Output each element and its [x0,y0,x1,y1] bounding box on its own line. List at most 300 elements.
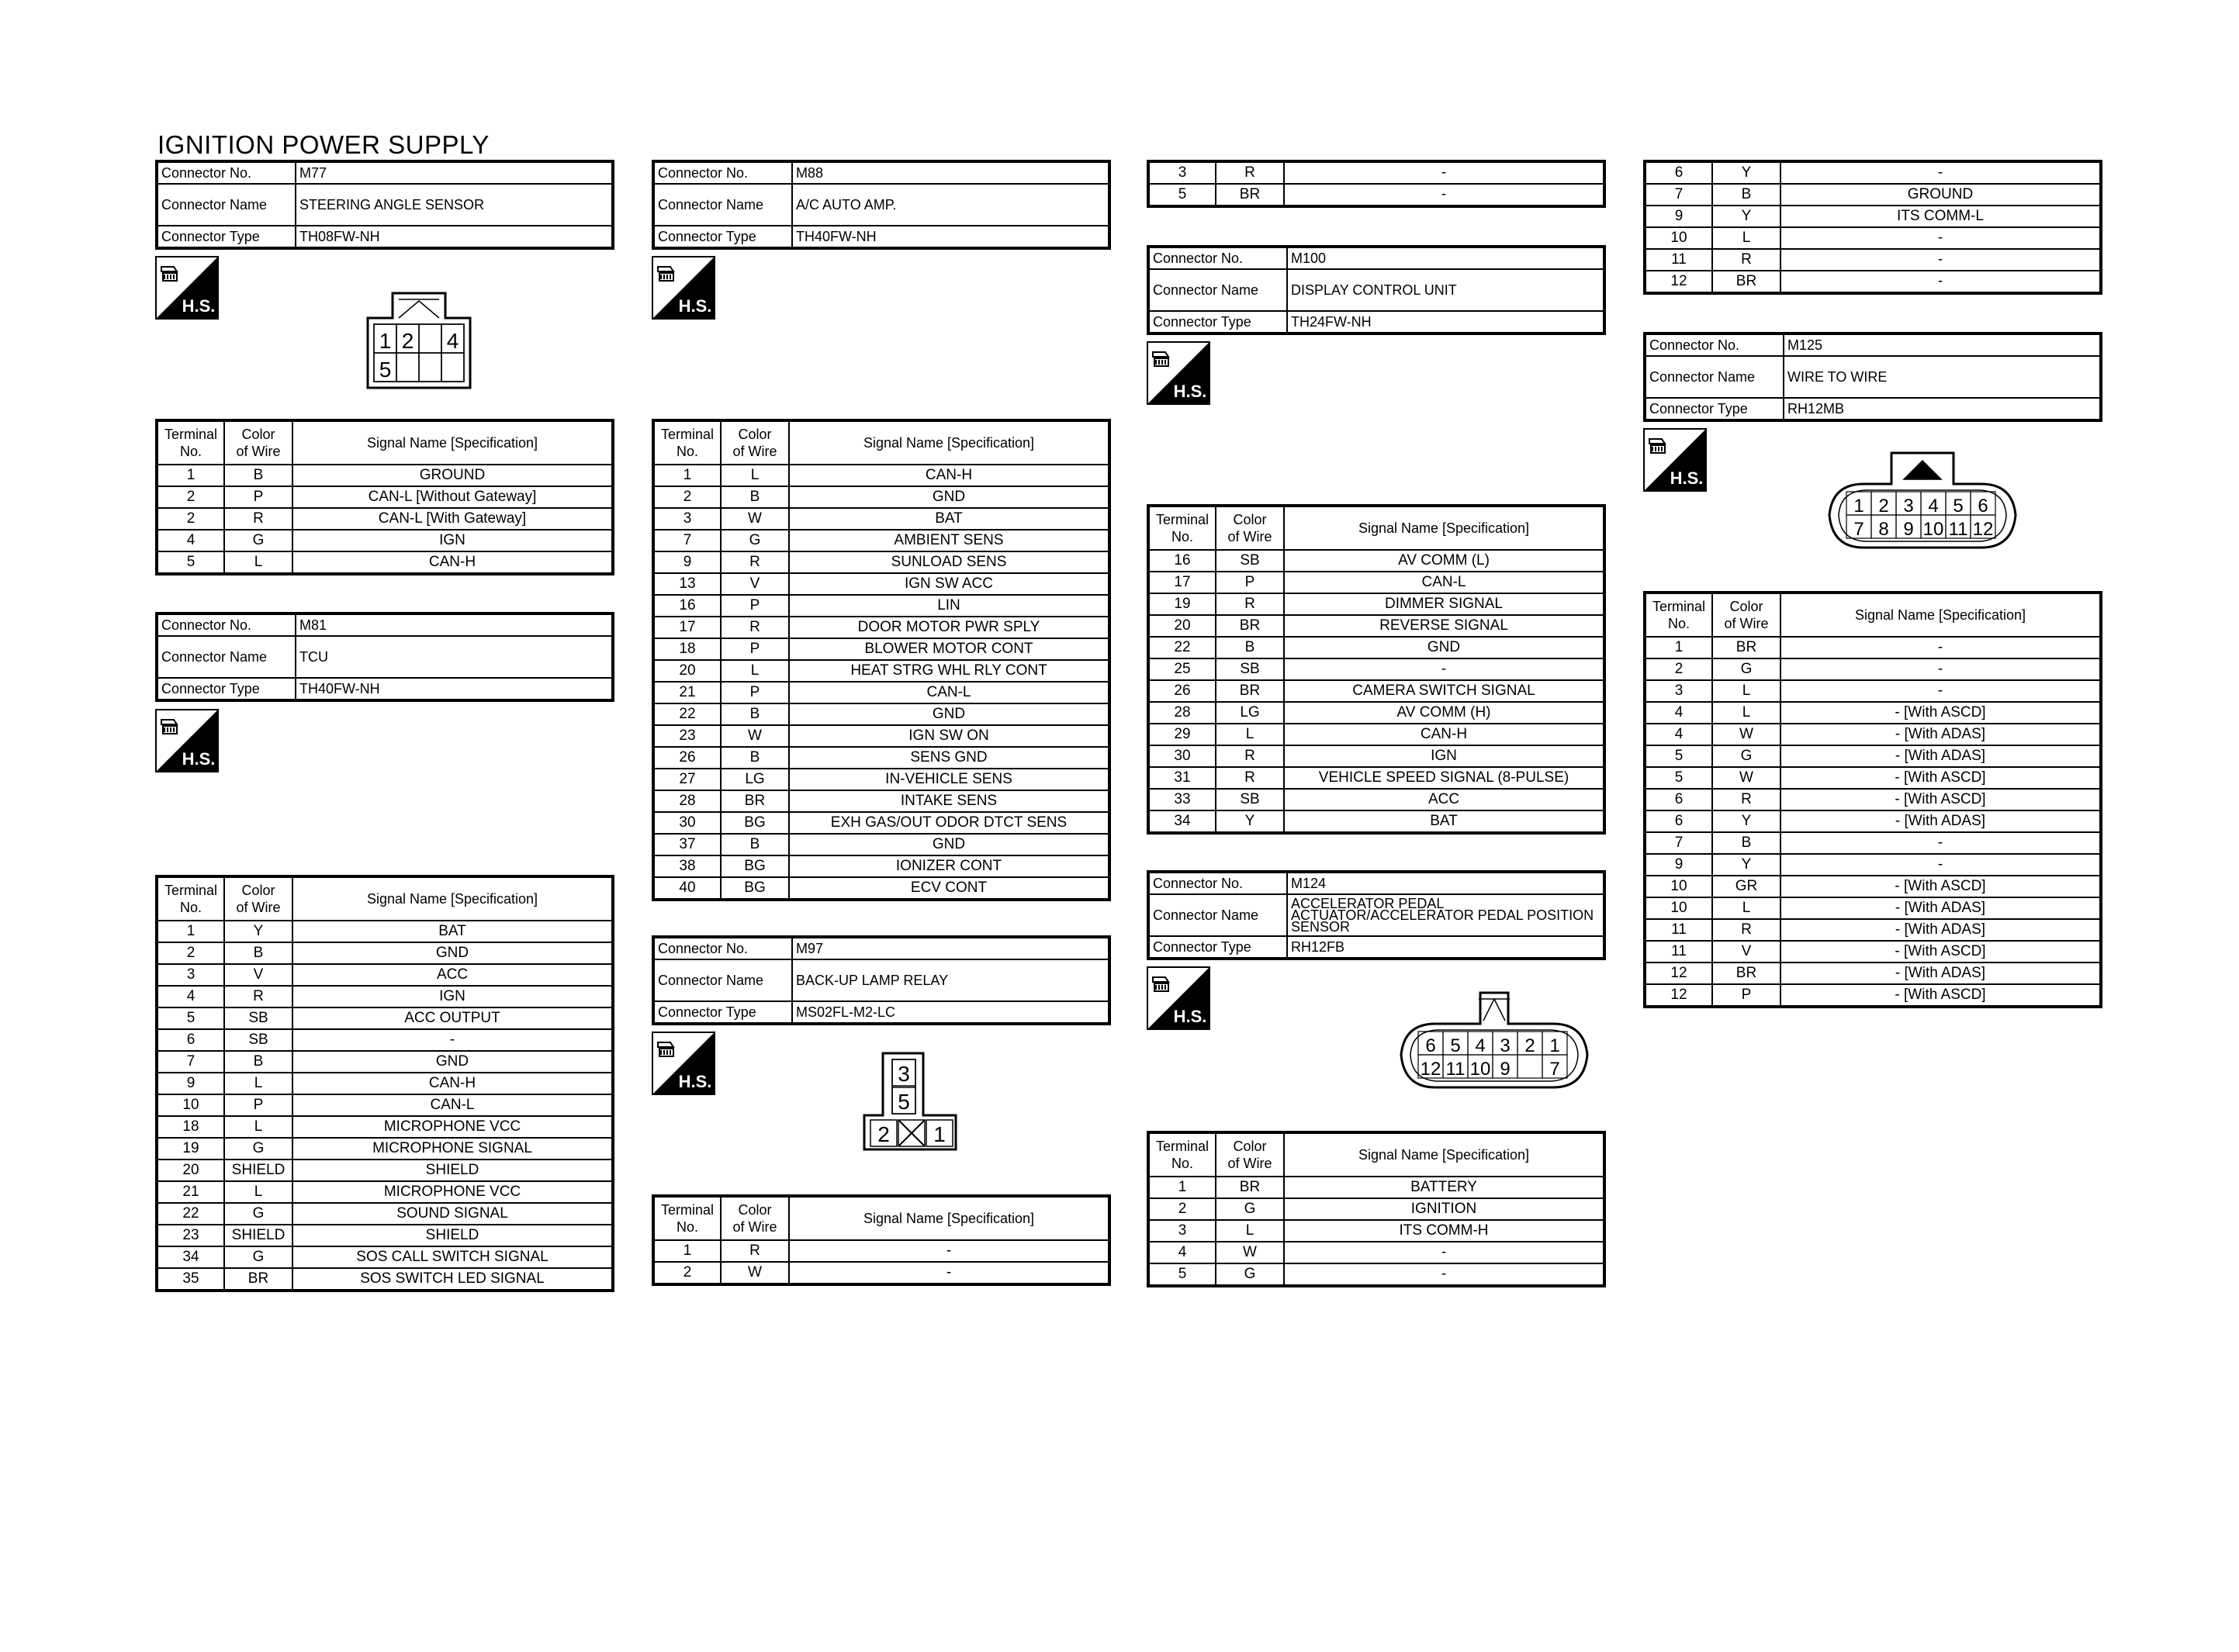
terminal-no: 3 [1645,680,1712,702]
terminal-no: 1 [1148,1177,1216,1198]
table-row [1148,1177,1604,1198]
table-row [1148,724,1604,745]
connector-type-value: RH12MB [1784,398,2101,420]
wire-color: BR [1712,963,1780,984]
table-row [157,942,613,964]
pin-number: 5 [379,358,392,382]
table-row [653,790,1109,812]
table-row [157,1051,613,1073]
signal-name: SOS CALL SWITCH SIGNAL [292,1246,613,1268]
table-row [1645,745,2101,767]
table-row [1148,637,1604,658]
wire-color: B [721,747,789,769]
hs-text: H.S. [182,749,216,769]
color-header-line2: of Wire [732,1219,777,1235]
table-row [653,747,1109,769]
wire-color: R [1216,161,1284,184]
wire-color: W [721,725,789,747]
signal-name: IGN SW ON [789,725,1109,747]
wire-color: L [224,551,292,574]
table-row [1148,745,1604,767]
terminal-no: 7 [1645,832,1712,854]
terminal-table-m124 [1147,1131,1606,1287]
pin-number: 3 [898,1062,910,1086]
table-row [157,1181,613,1203]
connector-name-label: Connector Name [1645,356,1784,398]
connector-no-label: Connector No. [157,161,296,184]
pin-number: 5 [1450,1035,1461,1056]
connector-info-m88 [652,160,1111,250]
wire-color: BR [1712,637,1780,658]
wire-color: R [1712,919,1780,941]
wire-color: Y [1712,161,1780,184]
terminal-no-header-line1: Terminal [660,1202,715,1218]
wire-color: L [1712,897,1780,919]
table-row [1645,161,2101,184]
connector-no-label: Connector No. [653,937,792,959]
table-row [653,834,1109,855]
terminal-no: 20 [1148,615,1216,637]
signal-name: GROUND [292,465,613,486]
terminal-no: 10 [1645,897,1712,919]
signal-name: CAN-H [789,465,1109,486]
terminal-no: 17 [1148,572,1216,593]
wire-color: L [1712,680,1780,702]
wire-color: P [721,682,789,703]
terminal-table-m97 [652,1194,1111,1286]
table-row [157,1007,613,1029]
signal-name: IGN SW ACC [789,573,1109,595]
terminal-no: 1 [157,921,224,942]
terminal-no: 5 [1148,184,1216,206]
signal-name: IGN [292,986,613,1007]
table-row [1148,810,1604,833]
wire-color: P [224,1094,292,1116]
terminal-no: 19 [1148,593,1216,615]
pin-number: 2 [401,329,414,353]
table-row [157,1160,613,1181]
table-row [1645,680,2101,702]
connector-no-value: M125 [1784,334,2101,356]
wire-color: G [1216,1198,1284,1220]
terminal-table-m125 [1643,591,2102,1008]
table-row [157,530,613,551]
signal-name: AMBIENT SENS [789,530,1109,551]
connector-type-label: Connector Type [653,226,792,248]
terminal-no: 2 [1148,1198,1216,1220]
connector-info-m124 [1147,870,1606,960]
signal-name: - [With ADAS] [1780,810,2101,832]
hs-text: H.S. [1173,1007,1207,1026]
wire-color: G [224,1138,292,1160]
connector-no-label: Connector No. [1645,334,1784,356]
signal-name: CAN-L [With Gateway] [292,508,613,530]
color-header-line2: of Wire [1227,529,1272,544]
table-row [157,1029,613,1051]
signal-name: GND [789,703,1109,725]
signal-name: ITS COMM-L [1780,206,2101,227]
wire-color: W [1216,1242,1284,1263]
connector-name-label: Connector Name [1148,269,1287,311]
color-header-line1: Color [241,427,275,442]
table-row [1148,680,1604,702]
wire-color: Y [1712,810,1780,832]
wire-color: B [224,465,292,486]
hs-text: H.S. [182,296,216,316]
terminal-no: 4 [1148,1242,1216,1263]
terminal-no: 9 [653,551,721,573]
table-row [1645,184,2101,206]
pin-number: 1 [1853,496,1864,517]
signal-name: CAN-L [1284,572,1604,593]
terminal-no: 11 [1645,919,1712,941]
signal-name: SOUND SIGNAL [292,1203,613,1225]
wire-color: BR [721,790,789,812]
wire-color: LG [721,769,789,790]
connector-info-m81 [155,612,614,702]
signal-name: - [With ADAS] [1780,897,2101,919]
terminal-table-m77 [155,419,614,575]
wire-color: B [224,942,292,964]
signal-name: - [With ADAS] [1780,724,2101,745]
table-row [1645,789,2101,810]
terminal-no: 2 [653,486,721,508]
table-row [1148,658,1604,680]
connector-type-label: Connector Type [157,226,296,248]
wire-color: BG [721,877,789,900]
signal-name: CAN-H [1284,724,1604,745]
signal-name: SENS GND [789,747,1109,769]
signal-name: VEHICLE SPEED SIGNAL (8-PULSE) [1284,767,1604,789]
terminal-no: 10 [157,1094,224,1116]
table-row [1645,658,2101,680]
connector-type-value: RH12FB [1287,936,1604,959]
signal-name: SHIELD [292,1225,613,1246]
terminal-no: 7 [1645,184,1712,206]
signal-name: - [1284,1242,1604,1263]
table-row [1645,724,2101,745]
signal-name: ECV CONT [789,877,1109,900]
signal-name: GROUND [1780,184,2101,206]
signal-name: GND [292,942,613,964]
signal-name: AV COMM (L) [1284,550,1604,572]
terminal-no: 30 [653,812,721,834]
signal-name: - [With ASCD] [1780,789,2101,810]
connector-name-value: WIRE TO WIRE [1784,356,2101,398]
wire-color: V [224,964,292,986]
signal-name: DOOR MOTOR PWR SPLY [789,617,1109,638]
terminal-no-header-line2: No. [179,444,202,459]
terminal-no: 6 [1645,789,1712,810]
connector-type-label: Connector Type [653,1001,792,1024]
signal-name: IGN [1284,745,1604,767]
pin-number: 11 [1445,1059,1466,1080]
terminal-no: 12 [1645,271,1712,293]
signal-name: - [789,1262,1109,1284]
terminal-no: 11 [1645,941,1712,963]
table-row [1148,572,1604,593]
terminal-no: 2 [653,1262,721,1284]
connector-no-label: Connector No. [1148,872,1287,894]
table-row [1148,789,1604,810]
wire-color: B [721,834,789,855]
pin-number: 6 [1978,496,1988,517]
signal-name: - [With ASCD] [1780,767,2101,789]
signal-name: - [1284,658,1604,680]
pin-number: 2 [877,1122,890,1146]
table-row [157,964,613,986]
table-row [1148,1198,1604,1220]
terminal-no: 37 [653,834,721,855]
signal-name: BATTERY [1284,1177,1604,1198]
terminal-no-header-line1: Terminal [164,427,218,442]
wire-color: Y [1712,854,1780,876]
table-row [653,725,1109,747]
color-of-wire-header [1216,1132,1284,1177]
signal-name-header: Signal Name [Specification] [1284,506,1604,550]
color-of-wire-header [224,420,292,465]
connector-diagram-m77 [352,290,484,391]
wire-color: P [1216,572,1284,593]
wire-color: L [224,1181,292,1203]
signal-name: INTAKE SENS [789,790,1109,812]
table-row [1645,832,2101,854]
signal-name: - [1780,832,2101,854]
terminal-no: 30 [1148,745,1216,767]
terminal-no: 7 [157,1051,224,1073]
pin-number: 5 [1953,496,1964,517]
signal-name: CAN-L [292,1094,613,1116]
terminal-no: 5 [157,1007,224,1029]
table-row [653,508,1109,530]
signal-name: DIMMER SIGNAL [1284,593,1604,615]
hs-text: H.S. [678,1072,712,1091]
wire-color: B [721,486,789,508]
color-header-line1: Color [241,883,275,898]
signal-name: - [With ADAS] [1780,963,2101,984]
wire-color: W [1712,724,1780,745]
signal-name: ACC [292,964,613,986]
signal-name: ACC [1284,789,1604,810]
wire-color: W [721,508,789,530]
connector-no-label: Connector No. [653,161,792,184]
table-row [1148,1242,1604,1263]
harness-side-icon [652,1032,715,1095]
color-of-wire-header [721,1196,789,1240]
wire-color: SB [1216,550,1284,572]
wire-color: BR [224,1268,292,1291]
harness-side-icon [155,709,219,772]
terminal-no: 5 [1148,1263,1216,1286]
terminal-no: 33 [1148,789,1216,810]
terminal-no: 11 [1645,249,1712,271]
terminal-no: 1 [157,465,224,486]
terminal-no: 21 [653,682,721,703]
terminal-no: 5 [157,551,224,574]
table-row [157,1094,613,1116]
connector-name-value: TCU [296,636,613,678]
wire-color: V [1712,941,1780,963]
color-of-wire-header [1712,593,1780,637]
terminal-no: 23 [653,725,721,747]
color-header-line1: Color [1729,599,1763,614]
harness-side-icon [1147,966,1210,1030]
signal-name-header: Signal Name [Specification] [1284,1132,1604,1177]
table-row [653,617,1109,638]
connector-info-m100 [1147,245,1606,335]
connector-type-value: TH24FW-NH [1287,311,1604,334]
signal-name: - [1780,227,2101,249]
table-row [1645,249,2101,271]
connector-info-m97 [652,935,1111,1025]
terminal-no-header-line2: No. [676,444,698,459]
terminal-no: 18 [157,1116,224,1138]
terminal-no-header-line2: No. [179,900,202,915]
signal-name-header: Signal Name [Specification] [292,876,613,921]
pin-number: 12 [1972,519,1994,540]
table-row [157,921,613,942]
signal-name: IGN [292,530,613,551]
terminal-no-header-line1: Terminal [660,427,715,442]
pin-number: 3 [1903,496,1914,517]
table-row [157,986,613,1007]
connector-diagram-m125 [1817,448,2026,557]
wire-color: W [721,1262,789,1284]
wire-color: SHIELD [224,1225,292,1246]
terminal-no: 12 [1645,963,1712,984]
connector-diagram-m97 [860,1050,968,1174]
connector-type-value: MS02FL-M2-LC [792,1001,1109,1024]
signal-name: - [1780,637,2101,658]
terminal-no: 28 [653,790,721,812]
color-header-line1: Color [1233,1139,1267,1154]
wire-color: L [721,465,789,486]
wire-color: P [1712,984,1780,1007]
color-of-wire-header [1216,506,1284,550]
wire-color: B [1712,184,1780,206]
table-row [157,1268,613,1291]
table-row [1148,1263,1604,1286]
wire-color: L [224,1073,292,1094]
terminal-no-header [1645,593,1712,637]
signal-name: EXH GAS/OUT ODOR DTCT SENS [789,812,1109,834]
connector-info-m77 [155,160,614,250]
pin-number: 1 [1549,1035,1560,1056]
table-row [653,638,1109,660]
terminal-no-header-line2: No. [1667,616,1690,631]
terminal-no: 4 [157,986,224,1007]
table-row [653,595,1109,617]
table-row [1148,702,1604,724]
connector-type-label: Connector Type [157,678,296,700]
table-row [1645,206,2101,227]
terminal-no: 28 [1148,702,1216,724]
wire-color: B [1216,637,1284,658]
connector-name-value: STEERING ANGLE SENSOR [296,184,613,226]
signal-name: BAT [789,508,1109,530]
connector-no-value: M88 [792,161,1109,184]
table-row [1645,919,2101,941]
signal-name: CAN-L [789,682,1109,703]
terminal-no: 4 [157,530,224,551]
pin-number: 9 [1903,519,1914,540]
table-row [1645,876,2101,897]
connector-name-value: A/C AUTO AMP. [792,184,1109,226]
wire-color: L [1712,227,1780,249]
wire-color: BR [1216,184,1284,206]
signal-name: ACC OUTPUT [292,1007,613,1029]
terminal-no: 19 [157,1138,224,1160]
table-row [1645,637,2101,658]
terminal-no: 2 [157,942,224,964]
signal-name: CAN-H [292,551,613,574]
wire-color: G [224,1246,292,1268]
signal-name: REVERSE SIGNAL [1284,615,1604,637]
terminal-table-m81 [155,875,614,1292]
terminal-no: 2 [157,486,224,508]
color-header-line2: of Wire [236,444,281,459]
connector-name-label: Connector Name [1148,894,1287,936]
table-row [1645,767,2101,789]
table-row [1645,854,2101,876]
signal-name-header: Signal Name [Specification] [292,420,613,465]
table-row [653,530,1109,551]
wire-color: LG [1216,702,1284,724]
terminal-no: 10 [1645,876,1712,897]
terminal-no-header-line1: Terminal [164,883,218,898]
terminal-no: 29 [1148,724,1216,745]
signal-name: - [1284,1263,1604,1286]
signal-name: - [1780,658,2101,680]
signal-name: IGNITION [1284,1198,1604,1220]
harness-side-icon [1147,341,1210,405]
terminal-no: 6 [157,1029,224,1051]
terminal-no: 5 [1645,745,1712,767]
wire-color: B [224,1051,292,1073]
pin-number: 11 [1948,519,1968,540]
terminal-no: 3 [1148,1220,1216,1242]
signal-name: - [With ASCD] [1780,941,2101,963]
signal-name: - [292,1029,613,1051]
terminal-no: 35 [157,1268,224,1291]
wire-color: L [1712,702,1780,724]
connector-type-value: TH40FW-NH [792,226,1109,248]
signal-name: - [1284,184,1604,206]
color-header-line1: Color [738,1202,772,1218]
signal-name: MICROPHONE SIGNAL [292,1138,613,1160]
pin-number: 10 [1469,1059,1491,1080]
wire-color: L [1216,1220,1284,1242]
signal-name: - [With ADAS] [1780,745,2101,767]
pin-number: 1 [933,1122,946,1146]
terminal-no: 34 [157,1246,224,1268]
signal-name: GND [789,486,1109,508]
signal-name: CAN-L [Without Gateway] [292,486,613,508]
color-header-line2: of Wire [732,444,777,459]
terminal-no: 1 [653,465,721,486]
terminal-no: 25 [1148,658,1216,680]
signal-name: SOS SWITCH LED SIGNAL [292,1268,613,1291]
wire-color: SHIELD [224,1160,292,1181]
terminal-no: 22 [653,703,721,725]
wire-color: L [224,1116,292,1138]
connector-name-label: Connector Name [157,184,296,226]
signal-name: BAT [1284,810,1604,833]
wire-color: W [1712,767,1780,789]
terminal-no-header [653,420,721,465]
table-row [1148,767,1604,789]
terminal-no: 34 [1148,810,1216,833]
